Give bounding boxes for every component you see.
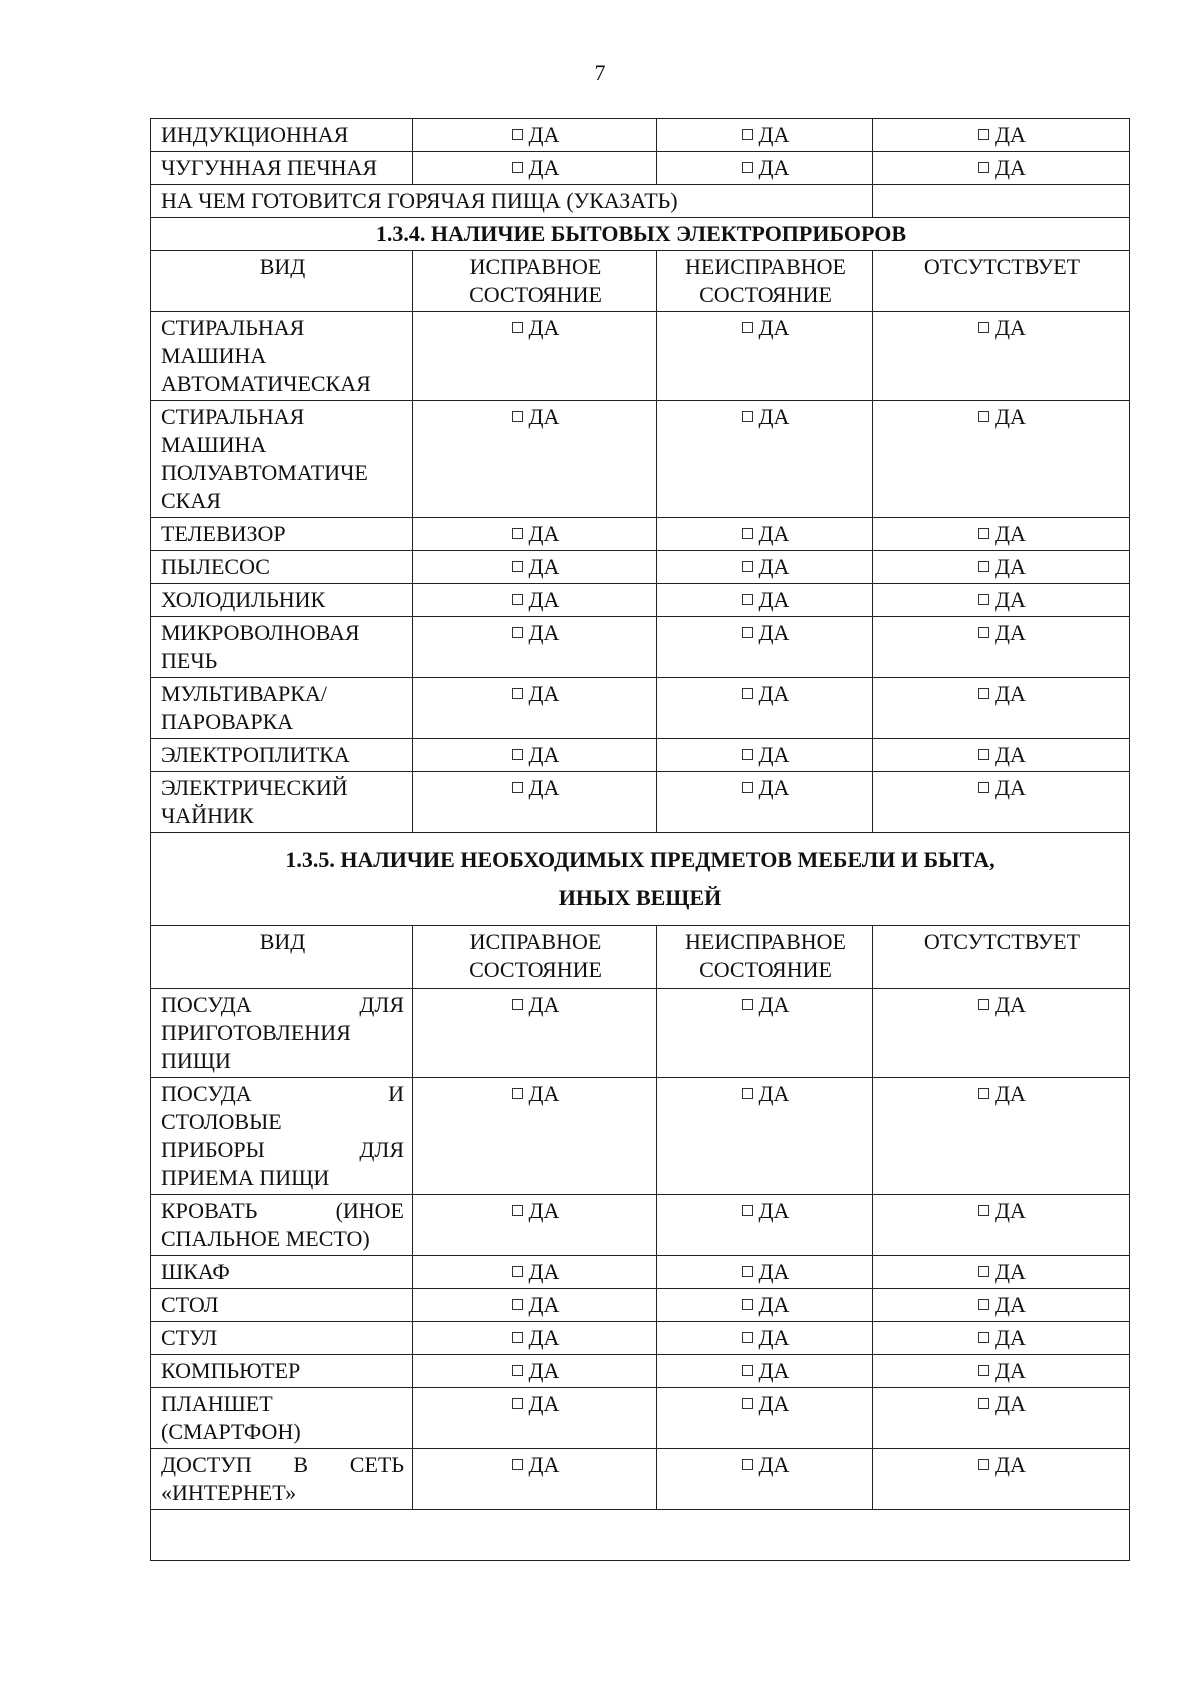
table-row — [151, 312, 1130, 401]
row-label: СТОЛ — [151, 1289, 413, 1322]
option-label: ДА — [528, 1358, 560, 1383]
absent-cell — [873, 739, 1130, 772]
checkbox-icon[interactable] — [978, 688, 989, 699]
empty-cell — [151, 1510, 1130, 1561]
faulty-cell — [657, 1256, 873, 1289]
checkbox-icon[interactable] — [742, 627, 753, 638]
option-label: ДА — [995, 155, 1026, 180]
table-row — [151, 1078, 1130, 1195]
section-title-line: ИНЫХ ВЕЩЕЙ — [558, 885, 722, 910]
working-cell — [413, 617, 657, 678]
hot-food-input[interactable] — [873, 185, 1130, 218]
checkbox-icon[interactable] — [742, 162, 753, 173]
row-label-line: СПАЛЬНОЕ МЕСТО) — [161, 1226, 370, 1251]
checkbox-icon[interactable] — [978, 1088, 989, 1099]
option-label: ДА — [758, 521, 790, 546]
checkbox-icon[interactable] — [742, 749, 753, 760]
option-label: ДА — [528, 1391, 560, 1416]
section-title — [151, 833, 1130, 926]
section-134-title-row — [151, 218, 1130, 251]
row-label — [151, 1078, 413, 1195]
option-label: ДА — [758, 742, 790, 767]
option-label: ДА — [758, 1358, 790, 1383]
table-row — [151, 1289, 1130, 1322]
faulty-cell — [657, 989, 873, 1078]
row-label-line: СТОЛОВЫЕ — [161, 1109, 282, 1134]
working-cell — [413, 152, 657, 185]
option-label: ДА — [995, 1081, 1026, 1106]
row-label: ИНДУКЦИОННАЯ — [151, 119, 413, 152]
checkbox-icon[interactable] — [512, 1332, 523, 1343]
option-label: ДА — [528, 122, 560, 147]
absent-cell — [873, 1322, 1130, 1355]
checkbox-icon[interactable] — [512, 561, 523, 572]
checkbox-icon[interactable] — [512, 411, 523, 422]
row-label: ЧУГУННАЯ ПЕЧНАЯ — [151, 152, 413, 185]
checkbox-icon[interactable] — [512, 627, 523, 638]
option-label: ДА — [528, 587, 560, 612]
option-label: ДА — [758, 587, 790, 612]
faulty-cell — [657, 119, 873, 152]
row-label — [151, 989, 413, 1078]
option-label: ДА — [995, 1358, 1026, 1383]
row-label: СТИРАЛЬНАЯ МАШИНА АВТОМАТИЧЕСКАЯ — [151, 312, 413, 401]
checkbox-icon[interactable] — [512, 999, 523, 1010]
header-row — [151, 926, 1130, 989]
option-label: ДА — [528, 1259, 560, 1284]
checkbox-icon[interactable] — [978, 749, 989, 760]
option-label: ДА — [995, 775, 1026, 800]
absent-cell — [873, 1355, 1130, 1388]
row-label — [151, 1195, 413, 1256]
working-cell — [413, 312, 657, 401]
checkbox-icon[interactable] — [512, 782, 523, 793]
row-label — [151, 1449, 413, 1510]
column-header: ОТСУТСТВУЕТ — [873, 251, 1130, 312]
option-label: ДА — [995, 1259, 1026, 1284]
absent-cell — [873, 1388, 1130, 1449]
option-label: ДА — [528, 1081, 560, 1106]
option-label: ДА — [758, 1452, 790, 1477]
working-cell — [413, 739, 657, 772]
option-label: ДА — [528, 992, 560, 1017]
table-row — [151, 1322, 1130, 1355]
option-label: ДА — [995, 554, 1026, 579]
faulty-cell — [657, 401, 873, 518]
absent-cell — [873, 551, 1130, 584]
row-label-line: ПРИЕМА ПИЩИ — [161, 1165, 330, 1190]
option-label: ДА — [995, 1391, 1026, 1416]
absent-cell — [873, 1449, 1130, 1510]
absent-cell — [873, 152, 1130, 185]
row-label-line: ПОСУДА ДЛЯ — [161, 992, 404, 1017]
faulty-cell — [657, 551, 873, 584]
option-label: ДА — [528, 521, 560, 546]
option-label: ДА — [528, 742, 560, 767]
option-label: ДА — [528, 1325, 560, 1350]
column-header: НЕИСПРАВНОЕ СОСТОЯНИЕ — [657, 251, 873, 312]
working-cell — [413, 1449, 657, 1510]
checkbox-icon[interactable] — [512, 528, 523, 539]
working-cell — [413, 678, 657, 739]
column-header: ОТСУТСТВУЕТ — [873, 926, 1130, 989]
option-label: ДА — [758, 554, 790, 579]
option-label: ДА — [528, 404, 560, 429]
option-label: ДА — [758, 1198, 790, 1223]
checkbox-icon[interactable] — [978, 528, 989, 539]
option-label: ДА — [995, 521, 1026, 546]
checkbox-icon[interactable] — [978, 1266, 989, 1277]
row-label: ПЛАНШЕТ (СМАРТФОН) — [151, 1388, 413, 1449]
faulty-cell — [657, 1078, 873, 1195]
absent-cell — [873, 312, 1130, 401]
table-row — [151, 401, 1130, 518]
row-label: ПЫЛЕСОС — [151, 551, 413, 584]
row-label: МУЛЬТИВАРКА/ ПАРОВАРКА — [151, 678, 413, 739]
option-label: ДА — [758, 315, 790, 340]
checkbox-icon[interactable] — [742, 1266, 753, 1277]
working-cell — [413, 1195, 657, 1256]
working-cell — [413, 119, 657, 152]
hot-food-row — [151, 185, 1130, 218]
table-row — [151, 678, 1130, 739]
option-label: ДА — [995, 992, 1026, 1017]
checkbox-icon[interactable] — [978, 162, 989, 173]
absent-cell — [873, 401, 1130, 518]
section-135-title-row — [151, 833, 1130, 926]
working-cell — [413, 1078, 657, 1195]
checkbox-icon[interactable] — [512, 1398, 523, 1409]
option-label: ДА — [758, 155, 790, 180]
absent-cell — [873, 119, 1130, 152]
absent-cell — [873, 989, 1130, 1078]
checkbox-icon[interactable] — [978, 627, 989, 638]
checkbox-icon[interactable] — [512, 1266, 523, 1277]
faulty-cell — [657, 772, 873, 833]
option-label: ДА — [758, 1391, 790, 1416]
table-row — [151, 1195, 1130, 1256]
row-label: ЭЛЕКТРИЧЕСКИЙ ЧАЙНИК — [151, 772, 413, 833]
absent-cell — [873, 617, 1130, 678]
option-label: ДА — [528, 315, 560, 340]
row-label: СТИРАЛЬНАЯ МАШИНА ПОЛУАВТОМАТИЧЕ СКАЯ — [151, 401, 413, 518]
section-title — [151, 218, 1130, 251]
checkbox-icon[interactable] — [978, 1365, 989, 1376]
page-number: 7 — [594, 60, 606, 85]
column-header: ВИД — [151, 251, 413, 312]
empty-row — [151, 1510, 1130, 1561]
option-label: ДА — [758, 681, 790, 706]
working-cell — [413, 772, 657, 833]
option-label: ДА — [995, 1452, 1026, 1477]
checkbox-icon[interactable] — [742, 1299, 753, 1310]
table-row — [151, 584, 1130, 617]
row-label: ТЕЛЕВИЗОР — [151, 518, 413, 551]
column-header: ИСПРАВНОЕ СОСТОЯНИЕ — [413, 251, 657, 312]
row-label-line: ПИЩИ — [161, 1048, 231, 1073]
faulty-cell — [657, 584, 873, 617]
row-label-line: «ИНТЕРНЕТ» — [161, 1480, 297, 1505]
checkbox-icon[interactable] — [978, 561, 989, 572]
faulty-cell — [657, 1322, 873, 1355]
option-label: ДА — [528, 1452, 560, 1477]
checkbox-icon[interactable] — [512, 1205, 523, 1216]
absent-cell — [873, 1195, 1130, 1256]
option-label: ДА — [758, 1259, 790, 1284]
working-cell — [413, 1289, 657, 1322]
survey-table-body — [151, 119, 1130, 1561]
table-row — [151, 152, 1130, 185]
table-row — [151, 119, 1130, 152]
absent-cell — [873, 584, 1130, 617]
faulty-cell — [657, 1449, 873, 1510]
option-label: ДА — [758, 404, 790, 429]
option-label: ДА — [758, 122, 790, 147]
faulty-cell — [657, 739, 873, 772]
option-label: ДА — [995, 1198, 1026, 1223]
column-header: НЕИСПРАВНОЕ СОСТОЯНИЕ — [657, 926, 873, 989]
checkbox-icon[interactable] — [742, 999, 753, 1010]
row-label-line: ПОСУДА И — [161, 1081, 404, 1106]
checkbox-icon[interactable] — [742, 688, 753, 699]
table-row — [151, 1388, 1130, 1449]
checkbox-icon[interactable] — [512, 322, 523, 333]
faulty-cell — [657, 1355, 873, 1388]
faulty-cell — [657, 1388, 873, 1449]
row-label: СТУЛ — [151, 1322, 413, 1355]
checkbox-icon[interactable] — [742, 1088, 753, 1099]
checkbox-icon[interactable] — [512, 688, 523, 699]
option-label: ДА — [758, 1292, 790, 1317]
checkbox-icon[interactable] — [978, 1205, 989, 1216]
checkbox-icon[interactable] — [742, 322, 753, 333]
section-title-line: 1.3.5. НАЛИЧИЕ НЕОБХОДИМЫХ ПРЕДМЕТОВ МЕБЕЛИ И БЫТА, — [285, 847, 995, 872]
option-label: ДА — [758, 1081, 790, 1106]
checkbox-icon[interactable] — [742, 411, 753, 422]
option-label: ДА — [995, 620, 1026, 645]
option-label: ДА — [995, 315, 1026, 340]
faulty-cell — [657, 518, 873, 551]
absent-cell — [873, 678, 1130, 739]
option-label: ДА — [758, 1325, 790, 1350]
option-label: ДА — [995, 404, 1026, 429]
faulty-cell — [657, 152, 873, 185]
option-label: ДА — [758, 992, 790, 1017]
section-title-line: 1.3.4. НАЛИЧИЕ БЫТОВЫХ ЭЛЕКТРОПРИБОРОВ — [375, 221, 907, 246]
table-row — [151, 772, 1130, 833]
checkbox-icon[interactable] — [742, 1205, 753, 1216]
row-label: КОМПЬЮТЕР — [151, 1355, 413, 1388]
option-label: ДА — [528, 620, 560, 645]
faulty-cell — [657, 617, 873, 678]
header-row — [151, 251, 1130, 312]
checkbox-icon[interactable] — [742, 1398, 753, 1409]
row-label-line: ПРИБОРЫ ДЛЯ — [161, 1137, 404, 1162]
checkbox-icon[interactable] — [742, 528, 753, 539]
option-label: ДА — [995, 742, 1026, 767]
column-header: ВИД — [151, 926, 413, 989]
checkbox-icon[interactable] — [742, 1459, 753, 1470]
working-cell — [413, 1388, 657, 1449]
checkbox-icon[interactable] — [742, 594, 753, 605]
option-label: ДА — [995, 1292, 1026, 1317]
working-cell — [413, 401, 657, 518]
faulty-cell — [657, 312, 873, 401]
absent-cell — [873, 1078, 1130, 1195]
checkbox-icon[interactable] — [742, 782, 753, 793]
checkbox-icon[interactable] — [742, 1332, 753, 1343]
survey-table — [150, 118, 1130, 1561]
checkbox-icon[interactable] — [742, 561, 753, 572]
checkbox-icon[interactable] — [978, 1398, 989, 1409]
absent-cell — [873, 1289, 1130, 1322]
checkbox-icon[interactable] — [978, 999, 989, 1010]
checkbox-icon[interactable] — [978, 1299, 989, 1310]
working-cell — [413, 551, 657, 584]
table-row — [151, 551, 1130, 584]
absent-cell — [873, 1256, 1130, 1289]
option-label: ДА — [995, 587, 1026, 612]
absent-cell — [873, 772, 1130, 833]
faulty-cell — [657, 1289, 873, 1322]
hot-food-label: НА ЧЕМ ГОТОВИТСЯ ГОРЯЧАЯ ПИЩА (УКАЗАТЬ) — [151, 185, 873, 218]
option-label: ДА — [995, 122, 1026, 147]
table-row — [151, 1449, 1130, 1510]
option-label: ДА — [758, 620, 790, 645]
absent-cell — [873, 518, 1130, 551]
option-label: ДА — [995, 1325, 1026, 1350]
checkbox-icon[interactable] — [978, 129, 989, 140]
checkbox-icon[interactable] — [512, 129, 523, 140]
column-header: ИСПРАВНОЕ СОСТОЯНИЕ — [413, 926, 657, 989]
option-label: ДА — [528, 1198, 560, 1223]
table-row — [151, 989, 1130, 1078]
checkbox-icon[interactable] — [742, 1365, 753, 1376]
checkbox-icon[interactable] — [978, 1332, 989, 1343]
faulty-cell — [657, 678, 873, 739]
option-label: ДА — [528, 681, 560, 706]
checkbox-icon[interactable] — [978, 594, 989, 605]
working-cell — [413, 518, 657, 551]
checkbox-icon[interactable] — [512, 1459, 523, 1470]
working-cell — [413, 1322, 657, 1355]
checkbox-icon[interactable] — [512, 1299, 523, 1310]
table-row — [151, 518, 1130, 551]
row-label: ХОЛОДИЛЬНИК — [151, 584, 413, 617]
checkbox-icon[interactable] — [742, 129, 753, 140]
working-cell — [413, 584, 657, 617]
faulty-cell — [657, 1195, 873, 1256]
checkbox-icon[interactable] — [978, 782, 989, 793]
checkbox-icon[interactable] — [512, 594, 523, 605]
option-label: ДА — [528, 554, 560, 579]
checkbox-icon[interactable] — [512, 162, 523, 173]
table-row — [151, 617, 1130, 678]
checkbox-icon[interactable] — [512, 749, 523, 760]
checkbox-icon[interactable] — [978, 322, 989, 333]
checkbox-icon[interactable] — [512, 1088, 523, 1099]
row-label: ШКАФ — [151, 1256, 413, 1289]
option-label: ДА — [758, 775, 790, 800]
table-row — [151, 1355, 1130, 1388]
row-label: ЭЛЕКТРОПЛИТКА — [151, 739, 413, 772]
row-label-line: КРОВАТЬ (ИНОЕ — [161, 1198, 404, 1223]
row-label: МИКРОВОЛНОВАЯ ПЕЧЬ — [151, 617, 413, 678]
option-label: ДА — [528, 775, 560, 800]
working-cell — [413, 989, 657, 1078]
option-label: ДА — [528, 155, 560, 180]
checkbox-icon[interactable] — [978, 1459, 989, 1470]
working-cell — [413, 1256, 657, 1289]
checkbox-icon[interactable] — [512, 1365, 523, 1376]
option-label: ДА — [995, 681, 1026, 706]
table-row — [151, 739, 1130, 772]
working-cell — [413, 1355, 657, 1388]
table-row — [151, 1256, 1130, 1289]
row-label-line: ПРИГОТОВЛЕНИЯ — [161, 1020, 351, 1045]
option-label: ДА — [528, 1292, 560, 1317]
checkbox-icon[interactable] — [978, 411, 989, 422]
row-label-line: ДОСТУП В СЕТЬ — [161, 1452, 404, 1477]
